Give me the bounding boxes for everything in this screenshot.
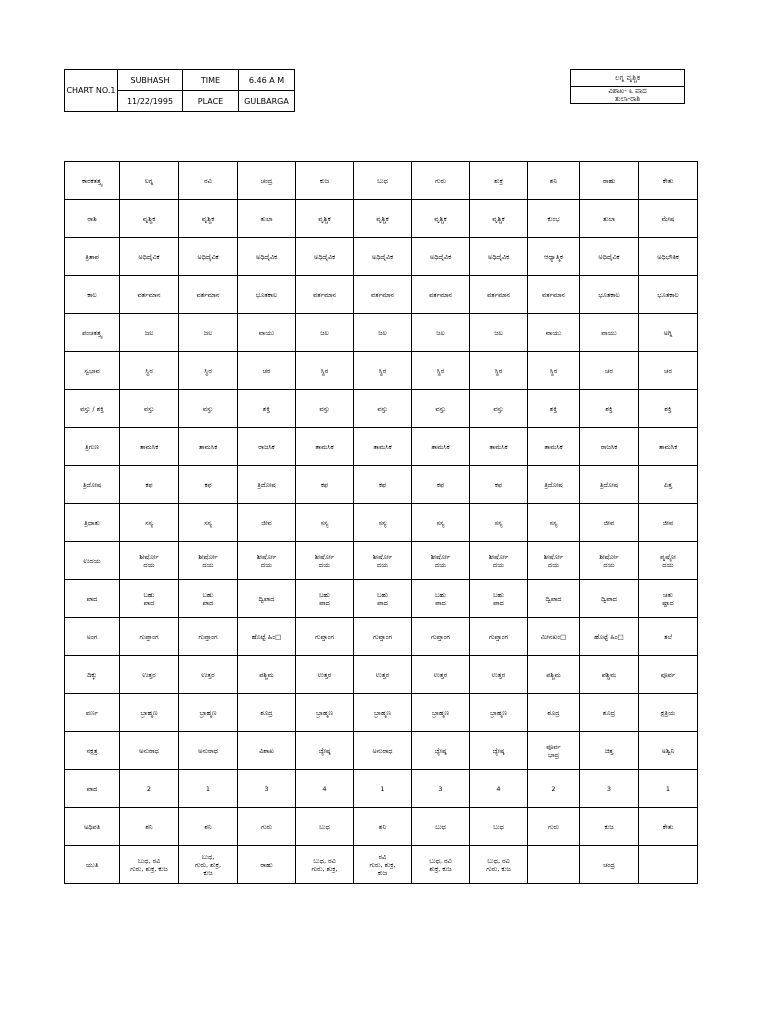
- table-row: [65, 846, 698, 884]
- table-cell: ತಾಮಸಿಕ: [120, 428, 179, 466]
- table-cell: ಸಸ್ಯ: [296, 504, 354, 542]
- row-label: ಪಾದ: [65, 770, 120, 808]
- table-cell: ಶೂದ್ರ: [238, 694, 296, 732]
- table-cell: ಅಧಿದೈವಿಕ: [120, 238, 179, 276]
- table-cell: ಉತ್ತರ: [120, 656, 179, 694]
- table-cell: 1: [179, 770, 238, 808]
- place-label: PLACE: [183, 91, 239, 112]
- table-cell: ತ್ರಿದೋಷ: [528, 466, 580, 504]
- table-cell: ಶೀರ್ಷೋ ದಯ: [120, 542, 179, 580]
- table-cell: ಕಫ: [470, 466, 528, 504]
- table-cell: ಶೀರ್ಷೋ ದಯ: [179, 542, 238, 580]
- table-cell: ಬ್ರಾಹ್ಮಣ: [412, 694, 470, 732]
- table-cell: ಗುಪ್ತಾಂಗ: [296, 618, 354, 656]
- table-cell: ಬುಧ: [470, 808, 528, 846]
- table-cell: ವೃಶ್ಚಿಕ: [470, 200, 528, 238]
- table-cell: ಚರ: [580, 352, 639, 390]
- table-cell: 2: [120, 770, 179, 808]
- birth-time: 6.46 A M: [239, 70, 295, 91]
- table-cell: ಸಸ್ಯ: [179, 504, 238, 542]
- header-planet-cell: ಕುಜ: [296, 162, 354, 200]
- table-cell: ಕೇತು: [639, 808, 698, 846]
- table-cell: ಗುಪ್ತಾಂಗ: [470, 618, 528, 656]
- table-cell: ಬುಧ, ರವಿ ಗುರು, ಶುಕ್ರ,: [296, 846, 354, 884]
- table-cell: ಹೊಟ್ಟೆ ಹಿಂ□: [580, 618, 639, 656]
- table-cell: ವಸ್ತು: [120, 390, 179, 428]
- table-cell: ತುಲಾ: [238, 200, 296, 238]
- table-cell: ಬುಧ: [296, 808, 354, 846]
- table-cell: 4: [470, 770, 528, 808]
- table-cell: 3: [238, 770, 296, 808]
- table-cell: ವಿಶಾಖ: [238, 732, 296, 770]
- table-cell: [528, 846, 580, 884]
- table-cell: ವಸ್ತು: [412, 390, 470, 428]
- table-cell: ಉತ್ತರ: [354, 656, 412, 694]
- table-cell: ವಾಯು: [528, 314, 580, 352]
- row-label: ತ್ರಿಧಾತು: [65, 504, 120, 542]
- table-cell: 2: [528, 770, 580, 808]
- table-cell: ಶೂದ್ರ: [528, 694, 580, 732]
- row-label: ವಸ್ತು / ಶಕ್ತಿ: [65, 390, 120, 428]
- table-cell: ವರ್ತಮಾನ: [179, 276, 238, 314]
- table-row: [65, 808, 698, 846]
- table-cell: ರಾಜಸಿಕ: [238, 428, 296, 466]
- table-cell: ಪಶ್ಚಿಮ: [238, 656, 296, 694]
- table-cell: ಶೀರ್ಷೋ ದಯ: [296, 542, 354, 580]
- table-cell: ವಾಯು: [580, 314, 639, 352]
- table-cell: ಜಲ: [354, 314, 412, 352]
- table-cell: ಚರ: [639, 352, 698, 390]
- table-cell: ಕುಜ: [580, 808, 639, 846]
- table-cell: ತಾಮಸಿಕ: [296, 428, 354, 466]
- moon-rashi: ತುಲಾ-ರಾಶಿ: [614, 95, 641, 103]
- table-cell: ರವಿ ಗುರು, ಶುಕ್ರ, ಕುಜ: [354, 846, 412, 884]
- table-cell: ತ್ರಿದೋಷ: [580, 466, 639, 504]
- table-cell: ದ್ವಿಪಾದ: [580, 580, 639, 618]
- table-cell: ಉತ್ತರ: [179, 656, 238, 694]
- table-cell: ಹೊಟ್ಟೆ ಹಿಂ□: [238, 618, 296, 656]
- table-cell: ಸ್ಥಿರ: [528, 352, 580, 390]
- header-planet-cell: ರವಿ: [179, 162, 238, 200]
- table-cell: ಜ್ಯೇಷ್ಠ: [470, 732, 528, 770]
- table-cell: ಅಶ್ವಿನಿ: [639, 732, 698, 770]
- table-cell: ಸ್ಥಿರ: [120, 352, 179, 390]
- table-cell: ಬ್ರಾಹ್ಮಣ: [179, 694, 238, 732]
- table-cell: ಬಹು ಪಾದ: [354, 580, 412, 618]
- table-cell: ಪಿತ್ತ: [639, 466, 698, 504]
- table-cell: ಪಶ್ಚಿಮ: [580, 656, 639, 694]
- table-cell: ಕಫ: [354, 466, 412, 504]
- header-planet-cell: ಶುಕ್ರ: [470, 162, 528, 200]
- table-cell: 3: [412, 770, 470, 808]
- table-row: [65, 428, 698, 466]
- table-cell: ತಾಮಸಿಕ: [470, 428, 528, 466]
- table-cell: ಚರ: [238, 352, 296, 390]
- table-header-row: [65, 162, 698, 200]
- table-cell: ಶೀರ್ಷೋ ದಯ: [528, 542, 580, 580]
- row-label: ಯುತಿ: [65, 846, 120, 884]
- table-cell: ಜ್ಯೇಷ್ಠ: [296, 732, 354, 770]
- table-cell: ಬುಧ, ರವಿ ಶುಕ್ರ, ಕುಜ: [412, 846, 470, 884]
- chart-number: CHART NO.1: [65, 70, 118, 112]
- table-cell: ತಾಮಸಿಕ: [412, 428, 470, 466]
- table-cell: ಅಧಿದೈವಿಕ: [296, 238, 354, 276]
- table-row: [65, 238, 698, 276]
- table-cell: ಅಧಿದೈವಿಕ: [354, 238, 412, 276]
- table-cell: ಸಸ್ಯ: [470, 504, 528, 542]
- table-cell: ಸ್ಥಿರ: [412, 352, 470, 390]
- karaka-table: [64, 161, 698, 884]
- chart-header-table: [64, 69, 295, 112]
- table-cell: ಕುಂಭ: [528, 200, 580, 238]
- table-cell: ಮೇಷ: [639, 200, 698, 238]
- table-cell: ಅಧಿದೈವಿಕ: [470, 238, 528, 276]
- table-cell: ಅಧಿದೈವಿಕ: [580, 238, 639, 276]
- table-cell: ಅನುರಾಧ: [354, 732, 412, 770]
- table-cell: ಬಹು ಪಾದ: [470, 580, 528, 618]
- table-row: [65, 390, 698, 428]
- table-cell: ಶಕ್ತಿ: [528, 390, 580, 428]
- table-cell: ವರ್ತಮಾನ: [412, 276, 470, 314]
- table-cell: ಗುಪ್ತಾಂಗ: [412, 618, 470, 656]
- table-cell: ಶನಿ: [120, 808, 179, 846]
- table-cell: ಬುಧ: [412, 808, 470, 846]
- table-cell: ಭೂತಕಾಲ: [639, 276, 698, 314]
- table-cell: ಜಲ: [470, 314, 528, 352]
- native-name: SUBHASH: [118, 70, 183, 91]
- table-cell: 1: [639, 770, 698, 808]
- table-cell: ಶೂದ್ರ: [580, 694, 639, 732]
- table-cell: ವೃಶ್ಚಿಕ: [120, 200, 179, 238]
- table-cell: ಗುಪ್ತಾಂಗ: [120, 618, 179, 656]
- table-cell: ಅಧಿದೈವಿಕ: [412, 238, 470, 276]
- row-label: ವರ್ಣ: [65, 694, 120, 732]
- table-cell: ಗುರು: [528, 808, 580, 846]
- table-cell: ವರ್ತಮಾನ: [470, 276, 528, 314]
- table-cell: ಅಗ್ನಿ: [639, 314, 698, 352]
- row-label: ಅಂಗ: [65, 618, 120, 656]
- table-cell: ಶನಿ: [354, 808, 412, 846]
- table-cell: ವರ್ತಮಾನ: [120, 276, 179, 314]
- table-cell: ವೃಶ್ಚಿಕ: [179, 200, 238, 238]
- table-row: [65, 732, 698, 770]
- row-label: ನಕ್ಷತ್ರ: [65, 732, 120, 770]
- table-cell: ವರ್ತಮಾನ: [354, 276, 412, 314]
- table-cell: ವಸ್ತು: [179, 390, 238, 428]
- table-cell: ರಾಜಸಿಕ: [580, 428, 639, 466]
- header-planet-cell: ಗುರು: [412, 162, 470, 200]
- table-cell: ತಾಮಸಿಕ: [528, 428, 580, 466]
- table-cell: ಶನಿ: [179, 808, 238, 846]
- table-cell: ಚತು ಷ್ಪಾದ: [639, 580, 698, 618]
- table-cell: ತಾಮಸಿಕ: [354, 428, 412, 466]
- table-cell: 3: [580, 770, 639, 808]
- header-planet-cell: ಶನಿ: [528, 162, 580, 200]
- header-planet-cell: ಚಂದ್ರ: [238, 162, 296, 200]
- header-label-cell: ಕಾರಕತತ್ತ್ವ: [65, 162, 120, 200]
- table-row: [65, 618, 698, 656]
- table-row: [65, 276, 698, 314]
- table-row: [65, 504, 698, 542]
- table-cell: ಜೀವ: [580, 504, 639, 542]
- table-cell: ಶಕ್ತಿ: [238, 390, 296, 428]
- table-cell: ಪಶ್ಚಿಮ: [528, 656, 580, 694]
- table-cell: ಬ್ರಾಹ್ಮಣ: [120, 694, 179, 732]
- birth-date: 11/22/1995: [118, 91, 183, 112]
- table-cell: ಶೀರ್ಷೋ ದಯ: [238, 542, 296, 580]
- table-cell: ತುಲಾ: [580, 200, 639, 238]
- nakshatra-pada: ವಿಶಾಖ- ೩ ಪಾದ: [608, 87, 647, 95]
- row-label: ಪಾದ: [65, 580, 120, 618]
- table-cell: ಪೃಷ್ಠೋ ದಯ: [639, 542, 698, 580]
- table-cell: ಶೀರ್ಷೋ ದಯ: [412, 542, 470, 580]
- header-planet-cell: ಲಗ್ನ: [120, 162, 179, 200]
- table-row: [65, 200, 698, 238]
- table-cell: ಸಸ್ಯ: [528, 504, 580, 542]
- row-label: ತ್ರಿದೋಷ: [65, 466, 120, 504]
- table-cell: ಬಹು ಪಾದ: [296, 580, 354, 618]
- table-cell: ಸ್ಥಿರ: [179, 352, 238, 390]
- row-label: ಉದಯ: [65, 542, 120, 580]
- table-cell: ಶಕ್ತಿ: [580, 390, 639, 428]
- table-cell: ಕಫ: [120, 466, 179, 504]
- table-cell: ಬ್ರಾಹ್ಮಣ: [296, 694, 354, 732]
- table-cell: ಗುರು: [238, 808, 296, 846]
- table-cell: ದ್ವಿಪಾದ: [238, 580, 296, 618]
- table-cell: ಚಿತ್ತ: [580, 732, 639, 770]
- table-row: [65, 314, 698, 352]
- table-cell: ಕಫ: [179, 466, 238, 504]
- table-row: [65, 770, 698, 808]
- row-label: ಪಂಚತತ್ತ್ವ: [65, 314, 120, 352]
- table-cell: ಶೀರ್ಷೋ ದಯ: [470, 542, 528, 580]
- table-cell: ಶಕ್ತಿ: [639, 390, 698, 428]
- table-cell: ಶೀರ್ಷೋ ದಯ: [580, 542, 639, 580]
- table-cell: ಜಲ: [412, 314, 470, 352]
- header-planet-cell: ಕೇತು: [639, 162, 698, 200]
- table-cell: ವಸ್ತು: [354, 390, 412, 428]
- row-label: ರಾಶಿ: [65, 200, 120, 238]
- table-cell: ಅನುರಾಧ: [120, 732, 179, 770]
- table-cell: ಸ್ಥಿರ: [296, 352, 354, 390]
- table-cell: ತಾಮಸಿಕ: [179, 428, 238, 466]
- table-cell: ಉತ್ತರ: [296, 656, 354, 694]
- header-planet-cell: ಬುಧ: [354, 162, 412, 200]
- table-cell: ಚಂದ್ರ: [580, 846, 639, 884]
- table-cell: ಬುಧ, ರವಿ ಗುರು, ಕುಜ: [470, 846, 528, 884]
- table-cell: ಸ್ಥಿರ: [470, 352, 528, 390]
- table-row: [65, 694, 698, 732]
- table-cell: ದ್ವಿಪಾದ: [528, 580, 580, 618]
- table-cell: ಬುಧ, ಗುರು, ಶುಕ್ರ, ಕುಜ: [179, 846, 238, 884]
- lagna-info-box: [570, 69, 685, 104]
- table-cell: ಭೂತಕಾಲ: [580, 276, 639, 314]
- table-cell: ಸಸ್ಯ: [412, 504, 470, 542]
- header-planet-cell: ರಾಹು: [580, 162, 639, 200]
- table-cell: ಉತ್ತರ: [412, 656, 470, 694]
- table-cell: ಕಫ: [412, 466, 470, 504]
- time-label: TIME: [183, 70, 239, 91]
- table-cell: ಭೂತಕಾಲ: [238, 276, 296, 314]
- table-cell: ವಸ್ತು: [296, 390, 354, 428]
- table-cell: ವೃಶ್ಚಿಕ: [412, 200, 470, 238]
- row-label: ತ್ರಿಗುಣ: [65, 428, 120, 466]
- row-label: ಸ್ವಭಾವ: [65, 352, 120, 390]
- table-cell: ಜ್ಯೇಷ್ಠ: [412, 732, 470, 770]
- table-cell: ಬುಧ, ರವಿ ಗುರು, ಶುಕ್ರ, ಕುಜ: [120, 846, 179, 884]
- table-cell: ಬ್ರಾಹ್ಮಣ: [470, 694, 528, 732]
- table-cell: ಅಧಿದೈವಿಕ: [238, 238, 296, 276]
- table-cell: ವರ್ತಮಾನ: [528, 276, 580, 314]
- table-cell: ಜಲ: [296, 314, 354, 352]
- table-cell: ವರ್ತಮಾನ: [296, 276, 354, 314]
- table-cell: ಗುಪ್ತಾಂಗ: [354, 618, 412, 656]
- table-cell: ಸಸ್ಯ: [120, 504, 179, 542]
- table-cell: [639, 846, 698, 884]
- table-cell: ಅಧಿಭೌತಿಕ: [639, 238, 698, 276]
- lagna-rashi: ಲಗ್ನ ವೃಶ್ಚಿಕ: [571, 70, 685, 87]
- table-row: [65, 466, 698, 504]
- table-cell: ಪೂರ್ವ ಭಾದ್ರ: [528, 732, 580, 770]
- table-cell: ಕ್ಷತ್ರಿಯ: [639, 694, 698, 732]
- row-label: ತ್ರಿತಾಪ: [65, 238, 120, 276]
- table-cell: ಜಲ: [120, 314, 179, 352]
- table-cell: ತಾಮಸಿಕ: [639, 428, 698, 466]
- row-label: ಕಾಲ: [65, 276, 120, 314]
- table-cell: ಶೀರ್ಷೋ ದಯ: [354, 542, 412, 580]
- table-cell: ರಾಹು: [238, 846, 296, 884]
- table-cell: 4: [296, 770, 354, 808]
- table-cell: ಅಧಿದೈವಿಕ: [179, 238, 238, 276]
- nakshatra-rashi: [571, 87, 685, 104]
- table-row: [65, 580, 698, 618]
- table-row: [65, 542, 698, 580]
- row-label: ಅಧಿಪತಿ: [65, 808, 120, 846]
- table-cell: ಕಫ: [296, 466, 354, 504]
- table-cell: ತ್ರಿದೋಷ: [238, 466, 296, 504]
- table-cell: ಜಲ: [179, 314, 238, 352]
- table-cell: ಆಧ್ಯಾತ್ಮಿಕ: [528, 238, 580, 276]
- birth-place: GULBARGA: [239, 91, 295, 112]
- table-cell: ವೃಶ್ಚಿಕ: [296, 200, 354, 238]
- row-label: ದಿಕ್ಕು: [65, 656, 120, 694]
- table-cell: ಬಹು ಪಾದ: [179, 580, 238, 618]
- table-cell: ಸ್ಥಿರ: [354, 352, 412, 390]
- table-row: [65, 656, 698, 694]
- table-cell: ಜೀವ: [238, 504, 296, 542]
- table-cell: ವಾಯು: [238, 314, 296, 352]
- table-cell: ಬಹು ಪಾದ: [412, 580, 470, 618]
- table-cell: ಅನುರಾಧ: [179, 732, 238, 770]
- table-cell: ಮೀನಖಂ□: [528, 618, 580, 656]
- table-cell: ಸಸ್ಯ: [354, 504, 412, 542]
- table-cell: ಪೂರ್ವ: [639, 656, 698, 694]
- table-cell: ಜೀವ: [639, 504, 698, 542]
- table-cell: ಬ್ರಾಹ್ಮಣ: [354, 694, 412, 732]
- table-cell: ವೃಶ್ಚಿಕ: [354, 200, 412, 238]
- table-cell: ಬಹು ಪಾದ: [120, 580, 179, 618]
- table-cell: ಉತ್ತರ: [470, 656, 528, 694]
- table-cell: ತಲೆ: [639, 618, 698, 656]
- table-row: [65, 352, 698, 390]
- table-cell: ಗುಪ್ತಾಂಗ: [179, 618, 238, 656]
- table-cell: ವಸ್ತು: [470, 390, 528, 428]
- table-cell: 1: [354, 770, 412, 808]
